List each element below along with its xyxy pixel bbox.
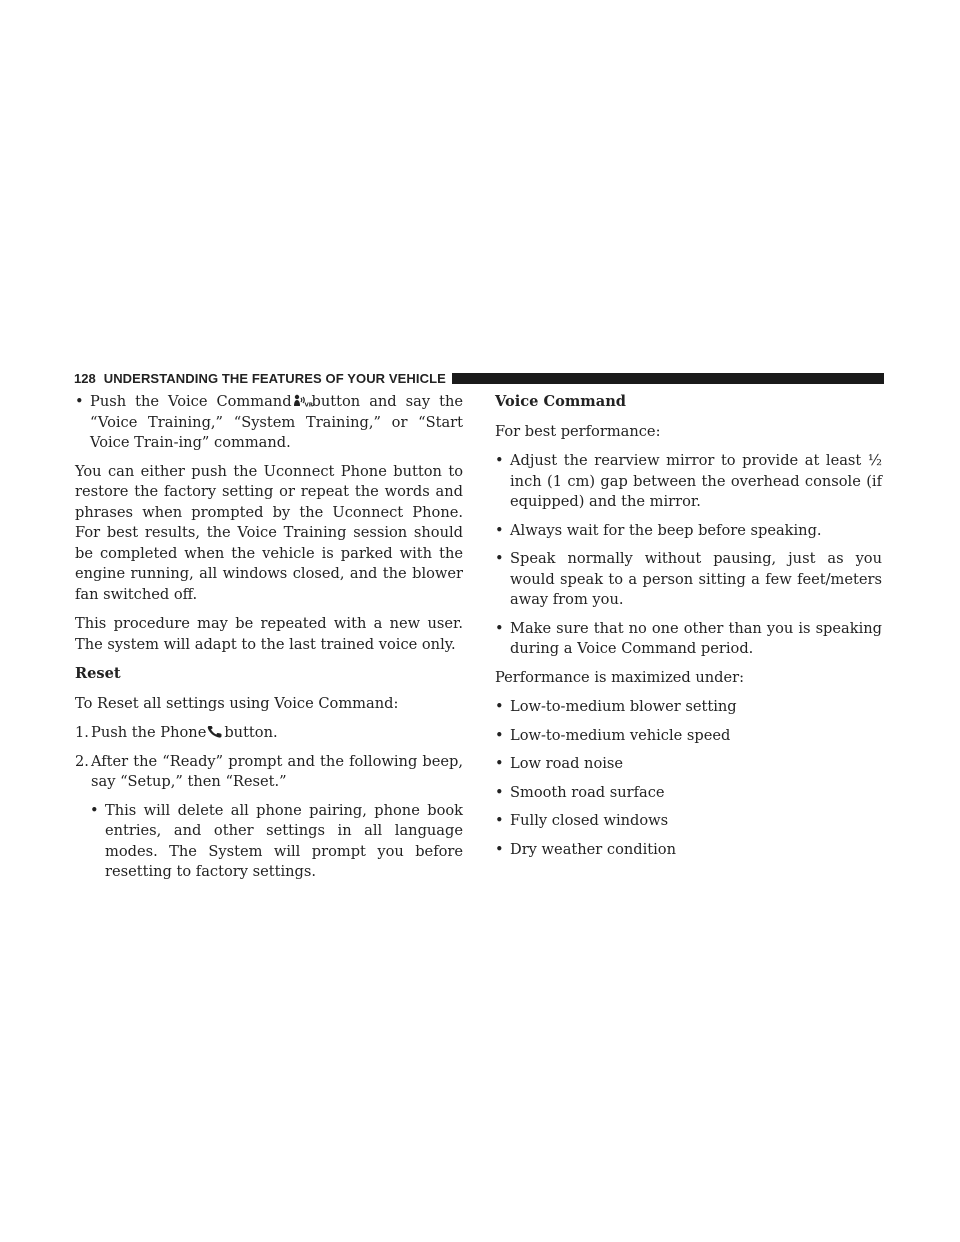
- bullet-dot: •: [495, 521, 504, 539]
- list-item: [495, 619, 882, 660]
- step-number: 2.: [75, 752, 89, 770]
- bullet-text: Make sure that no one other than you is speaking during a Voice Command period.: [510, 619, 882, 657]
- list-item: [495, 726, 882, 747]
- bullet-dot: •: [495, 698, 504, 715]
- bullet-text: Low-to-medium vehicle speed: [510, 726, 731, 744]
- bullet-text: Smooth road surface: [510, 783, 665, 801]
- bullet-dot: •: [495, 550, 504, 567]
- bullet-dot: •: [495, 452, 504, 469]
- reset-step-1: [75, 723, 463, 744]
- bullet-dot: •: [495, 619, 504, 637]
- voice-training-bullet: [75, 392, 463, 454]
- section-title: UNDERSTANDING THE FEATURES OF YOUR VEHICLE: [103, 370, 446, 386]
- reset-intro: To Reset all settings using Voice Command:: [75, 694, 399, 712]
- bullet-text: Low road noise: [510, 755, 624, 772]
- uconnect-restore-paragraph: You can either push the Uconnect Phone button to restore the factory setting or repeat the words and phrases when prompted by the Uconnect Phone. For best results, the Voice Training session should be completed when the vehicle is parked with the engine running, all windows closed, and the blower fan switched off.: [75, 462, 463, 603]
- right-column: [495, 392, 882, 868]
- best-performance-intro: For best performance:: [495, 422, 661, 440]
- bullet-dot: •: [90, 801, 99, 819]
- page-header: [74, 368, 884, 388]
- list-item: [495, 521, 882, 542]
- bullet-text-before: Push the Voice Command: [90, 393, 292, 410]
- left-column: [75, 392, 463, 891]
- bullet-dot: •: [495, 726, 504, 744]
- bullet-text: Speak normally without pausing, just as you would speak to a person sitting a few feet/meters away from you.: [510, 550, 882, 608]
- bullet-dot: •: [495, 755, 504, 772]
- bullet-text: This will delete all phone pairing, phone book entries, and other settings in all language modes. The System will prompt you before resetting to factory settings.: [105, 801, 463, 880]
- step-text-after: button.: [224, 724, 278, 741]
- step-number: 1.: [75, 724, 89, 741]
- reset-warning-bullet: [75, 801, 463, 883]
- bullet-dot: •: [495, 783, 504, 801]
- reset-heading: Reset: [75, 665, 121, 682]
- voice-command-heading: Voice Command: [495, 393, 627, 410]
- reset-step-2: [75, 752, 463, 793]
- list-item: [495, 840, 882, 861]
- list-item: [495, 783, 882, 804]
- bullet-text: Always wait for the beep before speaking.: [510, 521, 822, 539]
- performance-intro: Performance is maximized under:: [495, 668, 745, 686]
- svg-text:VR: VR: [304, 402, 313, 409]
- list-item: [495, 451, 882, 513]
- step-text: After the “Ready” prompt and the following beep, say “Setup,” then “Reset.”: [91, 752, 463, 790]
- bullet-text-after: button and say the “Voice Training,” “System Training,” or “Start Voice Train-ing” command.: [90, 393, 463, 451]
- bullet-text: Dry weather condition: [510, 840, 676, 858]
- step-text-before: Push the Phone: [91, 724, 207, 741]
- bullet-text: Fully closed windows: [510, 812, 669, 829]
- bullet-dot: •: [495, 840, 504, 858]
- voice-command-icon: [293, 394, 311, 407]
- page-number: 128: [74, 370, 96, 386]
- bullet-text: Adjust the rearview mirror to provide at least ½ inch (1 cm) gap between the overhead console (if equipped) and the mirror.: [510, 452, 882, 510]
- bullet-dot: •: [495, 812, 504, 829]
- list-item: [495, 549, 882, 611]
- bullet-text: Low-to-medium blower setting: [510, 698, 737, 715]
- list-item: [495, 697, 882, 718]
- phone-icon: [207, 725, 223, 738]
- bullet-dot: •: [75, 393, 84, 410]
- list-item: [495, 811, 882, 832]
- new-user-paragraph: This procedure may be repeated with a new user. The system will adapt to the last trained voice only.: [75, 615, 463, 653]
- header-rule: [452, 373, 884, 384]
- list-item: [495, 754, 882, 775]
